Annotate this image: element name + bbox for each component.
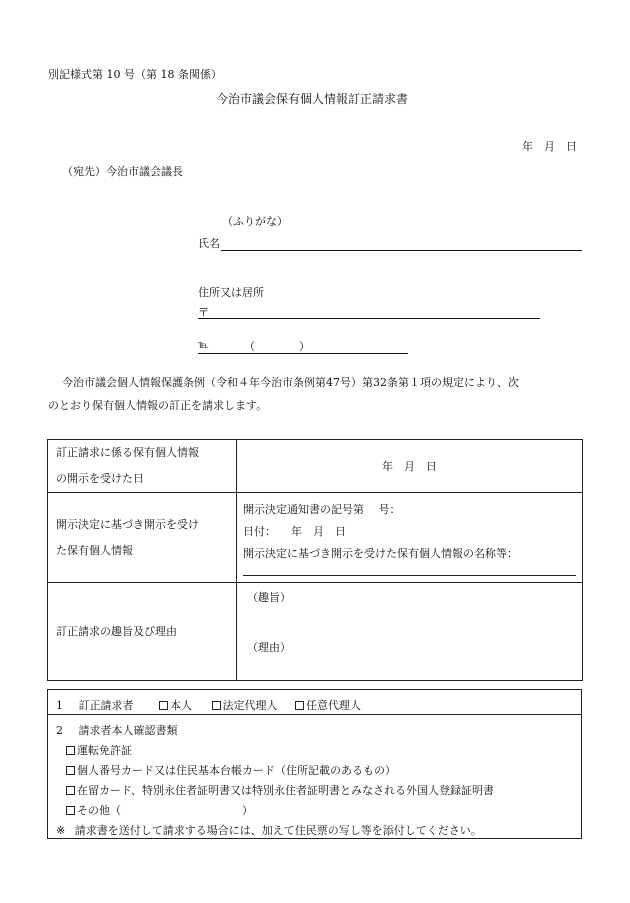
self-option-label: 本人 (170, 699, 192, 712)
doc-option-residence-card[interactable] (66, 781, 494, 801)
tel-label: ℡ (198, 340, 209, 351)
postal-mark: 〒 (198, 306, 209, 319)
requester-type-label: 訂正請求者 (78, 699, 134, 712)
mail-note (56, 821, 494, 841)
furigana-label: （ふりがな） (222, 215, 288, 228)
drivers-license-label: 運転免許証 (77, 744, 132, 757)
disclosed-info-label-line-1: 開示決定に基づき開示を受け (56, 517, 199, 531)
purpose-reason-field[interactable] (237, 583, 583, 681)
purpose-reason-label-text: 訂正請求の趣旨及び理由 (56, 624, 177, 638)
body-text-line-1: 今治市議会個人情報保護条例（令和４年今治市条例第47号）第32条第１項の規定により、次 (62, 376, 519, 389)
id-documents-number: 2 (56, 724, 63, 737)
legal-rep-checkbox[interactable] (212, 701, 221, 710)
mynumber-card-label: 個人番号カード又は住民基本台帳カード（住所記載のあるもの） (77, 764, 396, 777)
disclosed-info-label (48, 493, 237, 583)
disclosure-date-label (48, 440, 237, 493)
requester-type-row (56, 697, 361, 713)
body-text-line-2: のとおり保有個人情報の訂正を請求します。 (48, 399, 268, 412)
notice-date-line: 日付： 年 月 日 (243, 525, 346, 538)
residence-card-checkbox[interactable] (66, 786, 75, 795)
self-checkbox[interactable] (159, 701, 168, 710)
tel-parens: （ ） (244, 340, 310, 353)
other-doc-label: その他（ ） (77, 804, 253, 817)
id-documents-section (56, 721, 494, 841)
disclosure-date-field[interactable] (237, 440, 583, 493)
disclosed-info-name-line: 開示決定に基づき開示を受けた保有個人情報の名称等： (243, 547, 518, 560)
notice-number-line: 開示決定通知書の記号第 号： (243, 503, 401, 516)
disclosed-info-label-line-2: た保有個人情報 (56, 543, 133, 557)
disclosed-info-name-underline (243, 575, 576, 576)
legal-rep-option-label: 法定代理人 (222, 699, 278, 712)
name-label: 氏名 (198, 237, 220, 250)
address-label: 住所又は居所 (198, 286, 264, 299)
date-line: 年 月 日 (522, 140, 577, 153)
requester-type-number: 1 (56, 699, 63, 712)
addressee: （宛先）今治市議会議長 (62, 165, 183, 178)
requester-verification-box (47, 689, 582, 839)
address-field[interactable] (198, 318, 540, 319)
doc-option-drivers-license[interactable] (66, 741, 494, 761)
document-title: 今治市議会保有個人情報訂正請求書 (216, 92, 409, 106)
disclosed-info-field[interactable] (237, 493, 583, 583)
tel-field[interactable] (198, 353, 408, 354)
id-documents-heading (56, 721, 494, 741)
row-divider (48, 714, 581, 715)
residence-card-label: 在留カード、特別永住者証明書又は特別永住者証明書とみなされる外国人登録証明書 (77, 784, 495, 797)
voluntary-rep-checkbox[interactable] (295, 701, 304, 710)
disclosure-date-value: 年 月 日 (382, 460, 437, 473)
note-mark: ※ (56, 824, 66, 837)
other-doc-checkbox[interactable] (66, 806, 75, 815)
self-option[interactable] (159, 699, 192, 712)
purpose-reason-label (48, 583, 237, 681)
correction-details-table (47, 439, 583, 681)
purpose-label: （趣旨） (247, 591, 291, 604)
voluntary-rep-option[interactable] (295, 699, 361, 712)
note-text: 請求書を送付して請求する場合には、加えて住民票の写し等を添付してください。 (74, 824, 482, 837)
name-field[interactable] (221, 250, 582, 251)
reason-label: （理由） (247, 641, 291, 654)
form-number: 別記様式第 10 号（第 18 条関係） (48, 68, 222, 81)
mynumber-card-checkbox[interactable] (66, 766, 75, 775)
doc-option-other[interactable] (66, 801, 494, 821)
id-documents-label: 請求者本人確認書類 (78, 724, 178, 737)
drivers-license-checkbox[interactable] (66, 746, 75, 755)
legal-rep-option[interactable] (212, 699, 278, 712)
disclosure-date-label-line-2: の開示を受けた日 (56, 472, 144, 485)
disclosure-date-label-line-1: 訂正請求に係る保有個人情報 (56, 446, 199, 459)
doc-option-mynumber-card[interactable] (66, 761, 494, 781)
voluntary-rep-option-label: 任意代理人 (306, 699, 361, 712)
